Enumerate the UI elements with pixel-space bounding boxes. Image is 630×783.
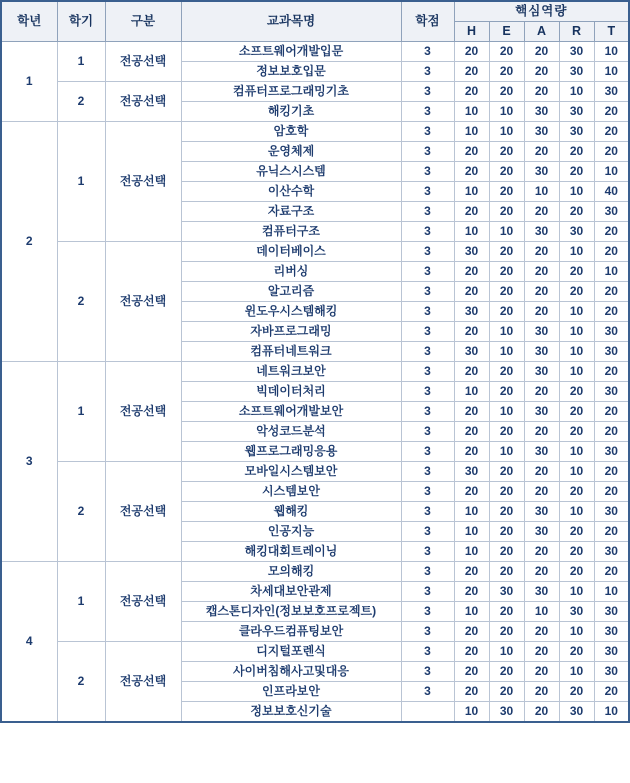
cell-competency-r: 20 — [559, 202, 594, 222]
cell-competency-t: 30 — [594, 202, 629, 222]
cell-competency-r: 10 — [559, 462, 594, 482]
cell-credit: 3 — [401, 162, 454, 182]
cell-subject: 이산수학 — [181, 182, 401, 202]
cell-competency-r: 10 — [559, 342, 594, 362]
cell-competency-e: 10 — [489, 402, 524, 422]
cell-competency-e: 30 — [489, 702, 524, 723]
cell-competency-t: 30 — [594, 82, 629, 102]
cell-competency-a: 20 — [524, 462, 559, 482]
cell-subject: 모바일시스템보안 — [181, 462, 401, 482]
cell-competency-a: 20 — [524, 422, 559, 442]
cell-credit: 3 — [401, 562, 454, 582]
header-credit: 학점 — [401, 1, 454, 42]
cell-competency-t: 10 — [594, 262, 629, 282]
cell-competency-a: 20 — [524, 382, 559, 402]
cell-competency-t: 20 — [594, 402, 629, 422]
cell-competency-r: 30 — [559, 102, 594, 122]
cell-competency-e: 20 — [489, 202, 524, 222]
cell-competency-a: 20 — [524, 542, 559, 562]
cell-competency-r: 20 — [559, 422, 594, 442]
cell-competency-r: 10 — [559, 582, 594, 602]
cell-competency-r: 10 — [559, 182, 594, 202]
cell-competency-a: 30 — [524, 102, 559, 122]
cell-credit: 3 — [401, 422, 454, 442]
header-subject: 교과목명 — [181, 1, 401, 42]
cell-competency-h: 20 — [454, 622, 489, 642]
cell-competency-t: 30 — [594, 322, 629, 342]
cell-credit — [401, 702, 454, 723]
cell-competency-h: 20 — [454, 142, 489, 162]
cell-subject: 데이터베이스 — [181, 242, 401, 262]
cell-competency-e: 20 — [489, 382, 524, 402]
cell-subject: 사이버침해사고및대응 — [181, 662, 401, 682]
cell-credit: 3 — [401, 542, 454, 562]
cell-competency-t: 20 — [594, 562, 629, 582]
cell-competency-h: 20 — [454, 442, 489, 462]
cell-competency-r: 20 — [559, 642, 594, 662]
cell-subject: 소프트웨어개발입문 — [181, 42, 401, 62]
cell-competency-a: 10 — [524, 182, 559, 202]
cell-competency-h: 10 — [454, 122, 489, 142]
cell-competency-r: 30 — [559, 42, 594, 62]
cell-credit: 3 — [401, 342, 454, 362]
cell-competency-e: 20 — [489, 502, 524, 522]
cell-competency-t: 20 — [594, 242, 629, 262]
cell-competency-t: 20 — [594, 462, 629, 482]
cell-credit: 3 — [401, 62, 454, 82]
cell-credit: 3 — [401, 322, 454, 342]
cell-competency-a: 20 — [524, 682, 559, 702]
cell-subject: 웹해킹 — [181, 502, 401, 522]
cell-competency-h: 10 — [454, 522, 489, 542]
cell-division: 전공선택 — [105, 362, 181, 462]
table-row — [1, 562, 629, 582]
cell-competency-e: 20 — [489, 302, 524, 322]
cell-competency-h: 20 — [454, 62, 489, 82]
table-row — [1, 82, 629, 102]
cell-semester: 2 — [57, 82, 105, 122]
cell-competency-h: 30 — [454, 302, 489, 322]
cell-competency-h: 20 — [454, 202, 489, 222]
cell-competency-a: 20 — [524, 622, 559, 642]
cell-credit: 3 — [401, 582, 454, 602]
cell-competency-e: 20 — [489, 422, 524, 442]
cell-subject: 악성코드분석 — [181, 422, 401, 442]
cell-competency-r: 30 — [559, 222, 594, 242]
cell-competency-h: 20 — [454, 82, 489, 102]
cell-competency-t: 40 — [594, 182, 629, 202]
cell-competency-a: 20 — [524, 642, 559, 662]
cell-competency-t: 20 — [594, 422, 629, 442]
cell-credit: 3 — [401, 82, 454, 102]
cell-competency-a: 30 — [524, 362, 559, 382]
cell-competency-e: 20 — [489, 562, 524, 582]
cell-competency-e: 10 — [489, 322, 524, 342]
cell-competency-t: 30 — [594, 602, 629, 622]
cell-subject: 캡스톤디자인(정보보호프로젝트) — [181, 602, 401, 622]
cell-credit: 3 — [401, 642, 454, 662]
cell-competency-t: 20 — [594, 282, 629, 302]
cell-competency-a: 30 — [524, 122, 559, 142]
cell-competency-r: 10 — [559, 362, 594, 382]
cell-competency-t: 20 — [594, 302, 629, 322]
cell-competency-r: 10 — [559, 502, 594, 522]
cell-competency-t: 20 — [594, 682, 629, 702]
cell-competency-e: 20 — [489, 142, 524, 162]
cell-competency-r: 20 — [559, 682, 594, 702]
cell-competency-a: 30 — [524, 222, 559, 242]
cell-competency-e: 20 — [489, 602, 524, 622]
cell-competency-t: 30 — [594, 382, 629, 402]
cell-competency-e: 20 — [489, 42, 524, 62]
cell-competency-r: 10 — [559, 302, 594, 322]
cell-competency-a: 30 — [524, 502, 559, 522]
cell-competency-e: 10 — [489, 342, 524, 362]
cell-competency-r: 20 — [559, 282, 594, 302]
cell-competency-h: 20 — [454, 662, 489, 682]
cell-competency-h: 30 — [454, 342, 489, 362]
cell-credit: 3 — [401, 482, 454, 502]
cell-credit: 3 — [401, 102, 454, 122]
cell-competency-h: 20 — [454, 42, 489, 62]
cell-credit: 3 — [401, 362, 454, 382]
cell-competency-r: 30 — [559, 602, 594, 622]
cell-subject: 정보보호신기술 — [181, 702, 401, 723]
cell-semester: 1 — [57, 42, 105, 82]
cell-credit: 3 — [401, 302, 454, 322]
cell-competency-h: 10 — [454, 382, 489, 402]
cell-credit: 3 — [401, 662, 454, 682]
cell-competency-h: 20 — [454, 162, 489, 182]
cell-competency-e: 20 — [489, 462, 524, 482]
cell-competency-e: 10 — [489, 222, 524, 242]
cell-competency-t: 30 — [594, 642, 629, 662]
cell-credit: 3 — [401, 142, 454, 162]
cell-credit: 3 — [401, 502, 454, 522]
cell-competency-h: 20 — [454, 282, 489, 302]
cell-subject: 인프라보안 — [181, 682, 401, 702]
cell-subject: 운영체제 — [181, 142, 401, 162]
cell-competency-r: 20 — [559, 482, 594, 502]
cell-subject: 알고리즘 — [181, 282, 401, 302]
cell-competency-a: 30 — [524, 402, 559, 422]
cell-credit: 3 — [401, 122, 454, 142]
cell-credit: 3 — [401, 402, 454, 422]
cell-competency-r: 20 — [559, 522, 594, 542]
cell-competency-a: 20 — [524, 702, 559, 723]
cell-subject: 유닉스시스템 — [181, 162, 401, 182]
cell-credit: 3 — [401, 242, 454, 262]
cell-year: 1 — [1, 42, 57, 122]
cell-competency-e: 20 — [489, 82, 524, 102]
cell-subject: 차세대보안관제 — [181, 582, 401, 602]
cell-competency-r: 20 — [559, 142, 594, 162]
cell-competency-a: 30 — [524, 522, 559, 542]
cell-competency-r: 20 — [559, 562, 594, 582]
cell-competency-e: 20 — [489, 62, 524, 82]
cell-credit: 3 — [401, 442, 454, 462]
cell-competency-r: 20 — [559, 402, 594, 422]
cell-competency-r: 10 — [559, 662, 594, 682]
header-competency-h: H — [454, 22, 489, 42]
cell-credit: 3 — [401, 602, 454, 622]
cell-competency-e: 10 — [489, 442, 524, 462]
cell-competency-a: 10 — [524, 602, 559, 622]
cell-semester: 1 — [57, 562, 105, 642]
cell-competency-h: 30 — [454, 462, 489, 482]
cell-competency-h: 10 — [454, 702, 489, 723]
cell-competency-h: 20 — [454, 562, 489, 582]
cell-competency-t: 10 — [594, 42, 629, 62]
cell-competency-a: 20 — [524, 562, 559, 582]
cell-competency-a: 30 — [524, 322, 559, 342]
cell-competency-t: 30 — [594, 542, 629, 562]
cell-competency-r: 10 — [559, 322, 594, 342]
cell-subject: 해킹기초 — [181, 102, 401, 122]
header-competency-t: T — [594, 22, 629, 42]
cell-competency-a: 20 — [524, 142, 559, 162]
cell-subject: 컴퓨터구조 — [181, 222, 401, 242]
cell-division: 전공선택 — [105, 642, 181, 723]
cell-competency-e: 20 — [489, 522, 524, 542]
cell-credit: 3 — [401, 522, 454, 542]
header-division: 구분 — [105, 1, 181, 42]
header-competency-a: A — [524, 22, 559, 42]
cell-competency-h: 20 — [454, 262, 489, 282]
cell-subject: 암호학 — [181, 122, 401, 142]
cell-competency-t: 20 — [594, 122, 629, 142]
cell-subject: 인공지능 — [181, 522, 401, 542]
cell-subject: 디지털포렌식 — [181, 642, 401, 662]
table-row — [1, 122, 629, 142]
cell-competency-r: 10 — [559, 622, 594, 642]
cell-credit: 3 — [401, 202, 454, 222]
cell-competency-r: 30 — [559, 122, 594, 142]
cell-competency-e: 20 — [489, 682, 524, 702]
cell-competency-a: 20 — [524, 42, 559, 62]
cell-competency-r: 20 — [559, 262, 594, 282]
cell-semester: 2 — [57, 642, 105, 723]
cell-subject: 윈도우시스템해킹 — [181, 302, 401, 322]
cell-subject: 웹프로그래밍응용 — [181, 442, 401, 462]
cell-competency-a: 20 — [524, 282, 559, 302]
cell-competency-e: 20 — [489, 262, 524, 282]
cell-division: 전공선택 — [105, 462, 181, 562]
header-competency-r: R — [559, 22, 594, 42]
cell-semester: 1 — [57, 122, 105, 242]
cell-competency-h: 20 — [454, 362, 489, 382]
cell-year: 4 — [1, 562, 57, 723]
cell-competency-t: 20 — [594, 482, 629, 502]
cell-competency-e: 10 — [489, 642, 524, 662]
cell-competency-t: 20 — [594, 142, 629, 162]
cell-subject: 시스템보안 — [181, 482, 401, 502]
cell-competency-e: 20 — [489, 622, 524, 642]
cell-competency-h: 10 — [454, 502, 489, 522]
cell-competency-h: 20 — [454, 642, 489, 662]
cell-competency-r: 30 — [559, 702, 594, 723]
cell-competency-h: 10 — [454, 542, 489, 562]
cell-competency-t: 30 — [594, 442, 629, 462]
cell-semester: 1 — [57, 362, 105, 462]
cell-competency-a: 20 — [524, 202, 559, 222]
cell-competency-t: 20 — [594, 102, 629, 122]
header-semester: 학기 — [57, 1, 105, 42]
cell-division: 전공선택 — [105, 42, 181, 82]
cell-competency-a: 20 — [524, 482, 559, 502]
header-competency-group: 핵심역량 — [454, 1, 629, 22]
cell-competency-a: 20 — [524, 242, 559, 262]
cell-credit: 3 — [401, 382, 454, 402]
cell-competency-e: 20 — [489, 182, 524, 202]
cell-competency-a: 20 — [524, 662, 559, 682]
table-row — [1, 642, 629, 662]
table-header — [1, 1, 629, 42]
cell-subject: 자바프로그래밍 — [181, 322, 401, 342]
cell-competency-t: 20 — [594, 222, 629, 242]
cell-credit: 3 — [401, 462, 454, 482]
cell-competency-a: 20 — [524, 262, 559, 282]
cell-competency-e: 10 — [489, 122, 524, 142]
cell-competency-t: 20 — [594, 522, 629, 542]
cell-competency-t: 20 — [594, 362, 629, 382]
cell-competency-a: 30 — [524, 342, 559, 362]
cell-competency-r: 30 — [559, 62, 594, 82]
cell-credit: 3 — [401, 42, 454, 62]
cell-subject: 컴퓨터네트워크 — [181, 342, 401, 362]
table-row — [1, 42, 629, 62]
cell-competency-h: 10 — [454, 102, 489, 122]
cell-competency-r: 10 — [559, 242, 594, 262]
cell-semester: 2 — [57, 462, 105, 562]
cell-competency-a: 20 — [524, 62, 559, 82]
cell-competency-t: 30 — [594, 662, 629, 682]
cell-subject: 네트워크보안 — [181, 362, 401, 382]
header-row-1 — [1, 1, 629, 22]
table-body — [1, 42, 629, 723]
cell-competency-e: 20 — [489, 542, 524, 562]
cell-competency-t: 30 — [594, 622, 629, 642]
cell-competency-a: 20 — [524, 302, 559, 322]
cell-semester: 2 — [57, 242, 105, 362]
cell-subject: 정보보호입문 — [181, 62, 401, 82]
cell-competency-t: 10 — [594, 582, 629, 602]
cell-competency-h: 20 — [454, 482, 489, 502]
cell-subject: 모의해킹 — [181, 562, 401, 582]
cell-competency-h: 10 — [454, 182, 489, 202]
cell-competency-h: 30 — [454, 242, 489, 262]
cell-credit: 3 — [401, 622, 454, 642]
cell-competency-e: 20 — [489, 282, 524, 302]
cell-competency-r: 10 — [559, 82, 594, 102]
cell-year: 2 — [1, 122, 57, 362]
cell-credit: 3 — [401, 282, 454, 302]
cell-competency-h: 20 — [454, 322, 489, 342]
header-year: 학년 — [1, 1, 57, 42]
cell-subject: 소프트웨어개발보안 — [181, 402, 401, 422]
cell-competency-t: 30 — [594, 502, 629, 522]
header-competency-e: E — [489, 22, 524, 42]
cell-credit: 3 — [401, 682, 454, 702]
cell-competency-r: 20 — [559, 162, 594, 182]
cell-competency-r: 20 — [559, 542, 594, 562]
table-row — [1, 242, 629, 262]
cell-competency-r: 20 — [559, 382, 594, 402]
cell-competency-h: 10 — [454, 602, 489, 622]
cell-credit: 3 — [401, 182, 454, 202]
cell-subject: 리버싱 — [181, 262, 401, 282]
table-row — [1, 362, 629, 382]
cell-competency-e: 20 — [489, 482, 524, 502]
cell-credit: 3 — [401, 222, 454, 242]
cell-competency-a: 30 — [524, 582, 559, 602]
cell-division: 전공선택 — [105, 122, 181, 242]
cell-competency-e: 30 — [489, 582, 524, 602]
cell-competency-t: 10 — [594, 62, 629, 82]
cell-competency-a: 30 — [524, 442, 559, 462]
cell-competency-t: 10 — [594, 162, 629, 182]
cell-subject: 클라우드컴퓨팅보안 — [181, 622, 401, 642]
cell-competency-h: 20 — [454, 682, 489, 702]
cell-credit: 3 — [401, 262, 454, 282]
cell-division: 전공선택 — [105, 242, 181, 362]
cell-competency-t: 10 — [594, 702, 629, 723]
cell-competency-h: 20 — [454, 402, 489, 422]
cell-competency-e: 20 — [489, 662, 524, 682]
cell-division: 전공선택 — [105, 82, 181, 122]
table-row — [1, 462, 629, 482]
cell-competency-a: 20 — [524, 82, 559, 102]
cell-competency-e: 20 — [489, 242, 524, 262]
cell-subject: 해킹대회트레이닝 — [181, 542, 401, 562]
cell-year: 3 — [1, 362, 57, 562]
cell-division: 전공선택 — [105, 562, 181, 642]
cell-competency-r: 10 — [559, 442, 594, 462]
cell-competency-e: 20 — [489, 162, 524, 182]
cell-competency-t: 30 — [594, 342, 629, 362]
cell-competency-e: 20 — [489, 362, 524, 382]
cell-competency-h: 20 — [454, 422, 489, 442]
cell-subject: 자료구조 — [181, 202, 401, 222]
cell-competency-e: 10 — [489, 102, 524, 122]
cell-competency-h: 10 — [454, 222, 489, 242]
cell-subject: 빅데이터처리 — [181, 382, 401, 402]
cell-competency-a: 30 — [524, 162, 559, 182]
cell-competency-h: 20 — [454, 582, 489, 602]
cell-subject: 컴퓨터프로그래밍기초 — [181, 82, 401, 102]
